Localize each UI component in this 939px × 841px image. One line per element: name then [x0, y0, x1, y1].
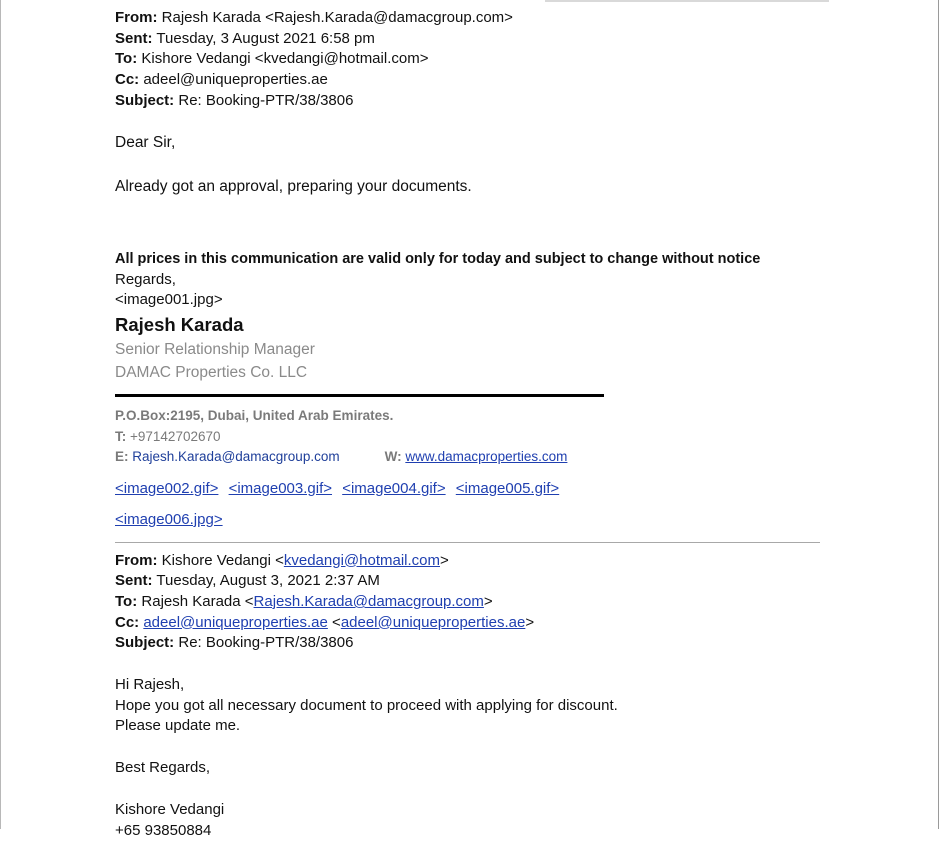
- email1-to: Kishore Vedangi <kvedangi@hotmail.com>: [141, 50, 429, 68]
- signature-email: Rajesh.Karada@damacgroup.com: [132, 449, 340, 465]
- email2-from-line: From: Kishore Vedangi <kvedangi@hotmail.com>: [115, 551, 449, 569]
- phone-label: T:: [115, 428, 127, 444]
- email2-cc-link-2[interactable]: adeel@uniqueproperties.ae: [340, 613, 526, 631]
- email2-closing: Best Regards,: [115, 759, 211, 777]
- email2-body-line1: Hope you got all necessary document to proceed with applying for discount.: [115, 696, 618, 714]
- web-label: W:: [384, 449, 402, 465]
- email1-regards: Regards,: [115, 270, 176, 288]
- email2-sent: Tuesday, August 3, 2021 2:37 AM: [156, 572, 380, 590]
- signature-divider: [115, 394, 604, 397]
- to-label: To:: [115, 592, 138, 610]
- from-label: From:: [115, 551, 158, 569]
- cc-label: Cc:: [115, 613, 140, 631]
- sent-label: Sent:: [115, 29, 153, 47]
- to-label: To:: [115, 50, 138, 68]
- signature-phone-line: [115, 427, 915, 448]
- email1-greeting: Dear Sir,: [115, 133, 176, 151]
- email2-sent-line: [115, 571, 915, 592]
- image005-link[interactable]: <image005.gif>: [455, 479, 560, 497]
- image006-link[interactable]: <image006.jpg>: [115, 510, 223, 528]
- signature-title: Senior Relationship Manager: [115, 341, 315, 359]
- from-label: From:: [115, 9, 158, 26]
- page-left-edge: [0, 0, 1, 829]
- email1-cc: adeel@uniqueproperties.ae: [143, 71, 328, 89]
- price-disclaimer: All prices in this communication are valid only for today and subject to change without notice: [115, 250, 761, 267]
- top-rule: [545, 0, 829, 2]
- image002-link[interactable]: <image002.gif>: [115, 479, 219, 497]
- cc-label: Cc:: [115, 71, 140, 89]
- signature-image-link-row2: [115, 509, 915, 530]
- email1-to-line: [115, 49, 915, 70]
- email-label: E:: [115, 449, 129, 465]
- email1-subject: Re: Booking-PTR/38/3806: [178, 91, 354, 109]
- signature-name: Rajesh Karada: [115, 314, 244, 336]
- signature-company: DAMAC Properties Co. LLC: [115, 364, 308, 382]
- image-placeholder: <image001.jpg>: [115, 291, 223, 309]
- signature-contact-line: [115, 447, 915, 468]
- email2-cc-line: Cc: adeel@uniqueproperties.ae <adeel@uniqueproperties.ae>: [115, 613, 535, 631]
- email1-subject-line: [115, 91, 915, 112]
- email2-to-line: To: Rajesh Karada <Rajesh.Karada@damacgroup.com>: [115, 592, 493, 610]
- email1-cc-line: [115, 70, 915, 91]
- signature-phone: +97142702670: [130, 428, 221, 444]
- sent-label: Sent:: [115, 572, 153, 590]
- email2-cc-link-1[interactable]: adeel@uniqueproperties.ae: [143, 613, 328, 631]
- subject-label: Subject:: [115, 634, 175, 652]
- email1-sent-line: [115, 29, 915, 50]
- email1-from: Rajesh Karada <Rajesh.Karada@damacgroup.com>: [161, 9, 513, 26]
- email2-from-name: Kishore Vedangi <: [161, 551, 284, 569]
- email2-body-line2: Please update me.: [115, 717, 241, 735]
- email2-subject-line: [115, 633, 915, 654]
- signature-image-links: [115, 478, 915, 499]
- image003-link[interactable]: <image003.gif>: [228, 479, 333, 497]
- email2-to-name: Rajesh Karada <: [141, 592, 254, 610]
- website-link[interactable]: www.damacproperties.com: [405, 449, 568, 465]
- subject-label: Subject:: [115, 91, 175, 109]
- email-divider: [115, 542, 820, 543]
- email2-from-email-link[interactable]: kvedangi@hotmail.com: [283, 551, 440, 569]
- email1-body: Already got an approval, preparing your documents.: [115, 178, 472, 196]
- email2-sender-name: Kishore Vedangi: [115, 800, 225, 818]
- email1-sent: Tuesday, 3 August 2021 6:58 pm: [156, 29, 375, 47]
- signature-address: P.O.Box:2195, Dubai, United Arab Emirates.: [115, 408, 394, 424]
- email2-to-email-link[interactable]: Rajesh.Karada@damacgroup.com: [253, 592, 484, 610]
- email1-from-line: [115, 8, 915, 29]
- email2-sender-phone: +65 93850884: [115, 821, 212, 839]
- image004-link[interactable]: <image004.gif>: [342, 479, 446, 497]
- email2-greeting: Hi Rajesh,: [115, 676, 185, 694]
- email2-subject: Re: Booking-PTR/38/3806: [178, 634, 354, 652]
- email-document: [115, 8, 915, 841]
